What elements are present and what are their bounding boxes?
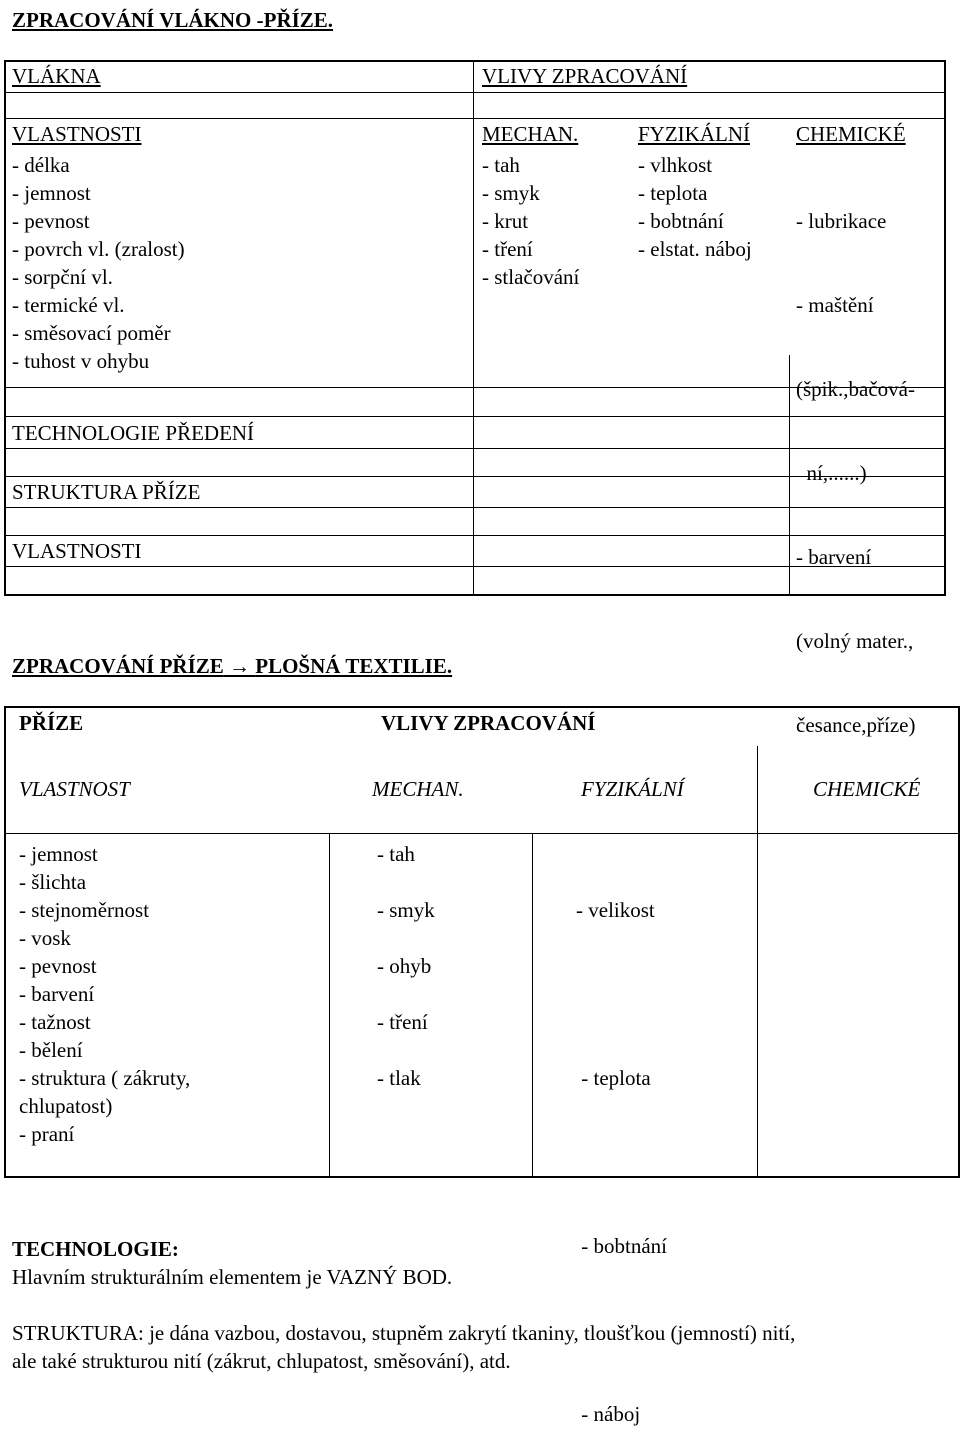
right-arrow-icon: → <box>229 654 251 678</box>
list-item: - tlak <box>377 1066 421 1090</box>
list-item: - lubrikace <box>796 209 887 233</box>
section-title-plosna-textilie <box>12 656 452 677</box>
list-item: - tření <box>377 1010 428 1034</box>
list-item: - teplota <box>576 1066 651 1090</box>
list-item: - jemnost <box>19 842 98 866</box>
list-item: - bobtnání <box>576 1234 667 1258</box>
header-vlivy-zpracovani: VLIVY ZPRACOVÁNÍ <box>482 64 688 88</box>
list-item: ní,......) <box>796 461 867 485</box>
list-item: - směsovací poměr <box>12 321 171 345</box>
list-item: - vlhkost <box>638 153 713 177</box>
fiber-properties-list <box>12 151 185 375</box>
list-item: - termické vl. <box>12 293 125 317</box>
list-item: - maštění <box>796 293 874 317</box>
subheader-fyzikalni-2: FYZIKÁLNÍ <box>581 777 684 801</box>
list-item: - tažnost <box>19 1010 91 1034</box>
title-part-prize: ZPRACOVÁNÍ PŘÍZE <box>12 654 224 678</box>
list-item: - tah <box>482 153 520 177</box>
list-item: chlupatost) <box>19 1094 113 1118</box>
list-item: - tření <box>482 237 533 261</box>
list-item: - náboj <box>576 1402 641 1426</box>
list-item: - povrch vl. (zralost) <box>12 237 185 261</box>
technologie-text: Hlavním strukturálním elementem je VAZNÝ BOD. <box>12 1265 453 1289</box>
chemical-influences-list <box>796 151 916 767</box>
list-item: - barvení <box>796 545 872 569</box>
list-item: - sorpční vl. <box>12 265 113 289</box>
header-vlivy-zpracovani-2: VLIVY ZPRACOVÁNÍ <box>381 711 596 735</box>
subheader-chemicke: CHEMICKÉ <box>796 122 906 146</box>
list-item <box>377 924 435 952</box>
list-item: česance,příze) <box>796 713 916 737</box>
list-item <box>377 868 435 896</box>
row-technologie-predeni: TECHNOLOGIE PŘEDENÍ <box>12 421 255 445</box>
list-item <box>576 980 667 1008</box>
list-item: - bělení <box>19 1038 83 1062</box>
title-part-textilie: PLOŠNÁ TEXTILIE. <box>255 654 453 678</box>
list-item: - teplota <box>638 181 708 205</box>
struktura-text-line1: STRUKTURA: je dána vazbou, dostavou, stupněm zakrytí tkaniny, tloušťkou (jemností) nití, <box>12 1321 796 1345</box>
subheader-vlastnost: VLASTNOST <box>19 777 130 801</box>
page-title: ZPRACOVÁNÍ VLÁKNO -PŘÍZE. <box>12 8 334 32</box>
physical-influences-list <box>638 151 752 263</box>
list-item: - struktura ( zákruty, <box>19 1066 191 1090</box>
list-item <box>377 1036 435 1064</box>
row-struktura-prize: STRUKTURA PŘÍZE <box>12 480 201 504</box>
subheader-mechan: MECHAN. <box>482 122 579 146</box>
list-item: - smyk <box>377 898 435 922</box>
list-item: - stejnoměrnost <box>19 898 150 922</box>
list-item <box>377 980 435 1008</box>
list-item: - elstat. náboj <box>638 237 752 261</box>
row-vlastnosti: VLASTNOSTI <box>12 539 142 563</box>
list-item: - pevnost <box>19 954 97 978</box>
mechanical-influences-list <box>482 151 579 291</box>
list-item: - délka <box>12 153 70 177</box>
list-item: - vosk <box>19 926 71 950</box>
struktura-text-line2: ale také strukturou nití (zákrut, chlupatost, směsování), atd. <box>12 1349 511 1373</box>
list-item: - pevnost <box>12 209 90 233</box>
header-vlakna: VLÁKNA <box>12 64 101 88</box>
header-prize: PŘÍZE <box>19 711 84 735</box>
yarn-physical-list <box>576 840 667 1456</box>
list-item: - barvení <box>19 982 95 1006</box>
list-item: - stlačování <box>482 265 580 289</box>
list-item: - tah <box>377 842 415 866</box>
list-item: (špik.,bačová- <box>796 377 915 401</box>
technologie-heading: TECHNOLOGIE: <box>12 1237 179 1261</box>
list-item: - velikost <box>576 898 655 922</box>
list-item: - tuhost v ohybu <box>12 349 150 373</box>
list-item: - šlichta <box>19 870 87 894</box>
list-item: - ohyb <box>377 954 432 978</box>
subheader-vlastnosti: VLASTNOSTI <box>12 122 142 146</box>
subheader-mechan-2: MECHAN. <box>372 777 464 801</box>
list-item: - krut <box>482 209 529 233</box>
yarn-properties-list <box>19 840 190 1148</box>
list-item: (volný mater., <box>796 629 914 653</box>
list-item: - smyk <box>482 181 540 205</box>
list-item: - jemnost <box>12 181 91 205</box>
list-item <box>576 1148 667 1176</box>
yarn-mechanical-list <box>377 840 435 1092</box>
list-item: - praní <box>19 1122 75 1146</box>
subheader-fyzikalni: FYZIKÁLNÍ <box>638 122 750 146</box>
subheader-chemicke-2: CHEMICKÉ <box>813 777 921 801</box>
list-item: - bobtnání <box>638 209 724 233</box>
